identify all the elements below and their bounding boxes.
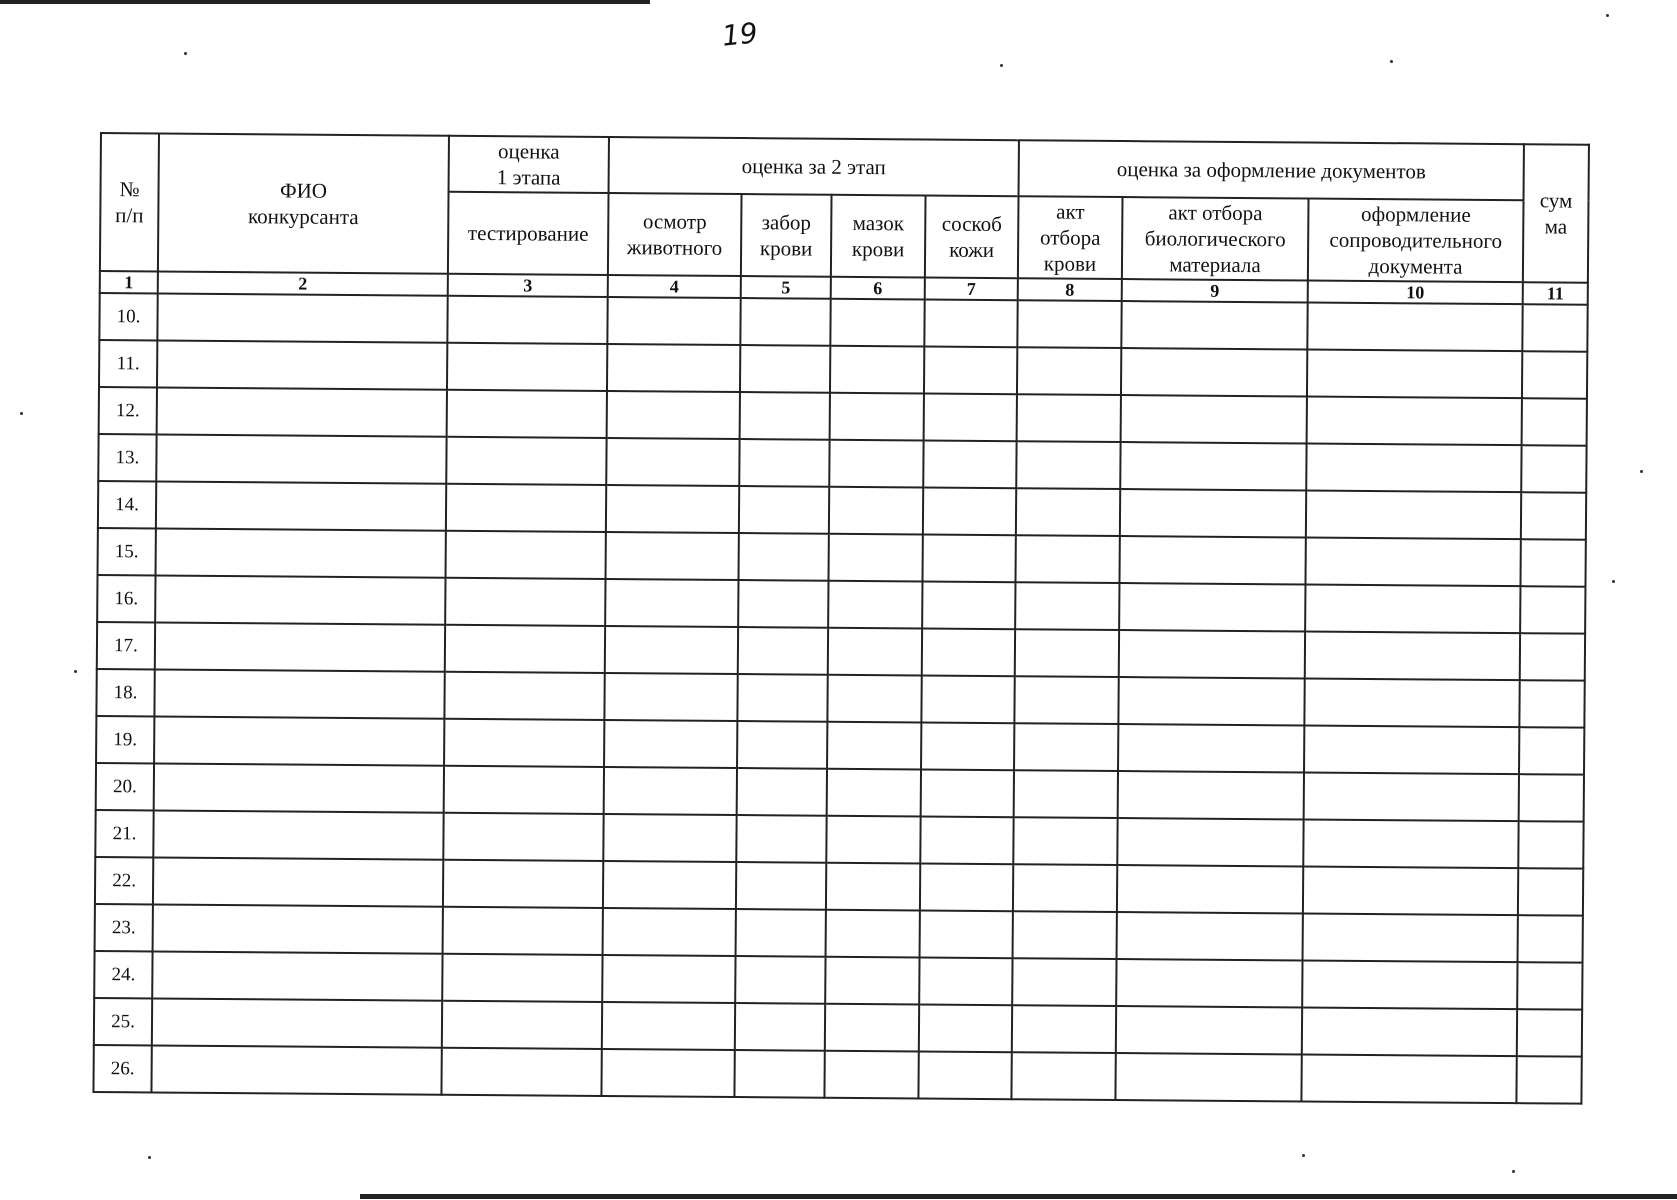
- score-cell[interactable]: [1307, 302, 1522, 351]
- score-cell[interactable]: [920, 910, 1013, 958]
- score-cell[interactable]: [740, 392, 830, 440]
- score-cell[interactable]: [827, 722, 921, 770]
- score-cell[interactable]: [1303, 819, 1518, 868]
- score-cell[interactable]: [444, 719, 604, 767]
- score-cell[interactable]: [442, 954, 602, 1002]
- score-cell[interactable]: [1521, 539, 1586, 587]
- score-cell[interactable]: [920, 816, 1013, 864]
- score-cell[interactable]: [603, 861, 736, 909]
- score-cell[interactable]: [921, 722, 1014, 770]
- score-cell[interactable]: [607, 297, 740, 345]
- score-cell[interactable]: [1520, 633, 1585, 681]
- score-cell[interactable]: [736, 815, 826, 863]
- score-cell[interactable]: [1519, 727, 1584, 775]
- row-number: 12.: [99, 387, 157, 434]
- score-cell[interactable]: [919, 1004, 1012, 1052]
- header-act-bio: акт отбора биологического материала: [1122, 197, 1309, 280]
- score-cell[interactable]: [1119, 630, 1305, 678]
- score-cell[interactable]: [920, 863, 1013, 911]
- score-cell[interactable]: [825, 1004, 919, 1052]
- score-cell[interactable]: [828, 628, 922, 676]
- scan-speck: [74, 670, 77, 673]
- row-number: 10.: [99, 293, 157, 340]
- score-cell[interactable]: [1304, 678, 1519, 727]
- score-cell[interactable]: [1306, 490, 1521, 539]
- scan-speck: [20, 412, 23, 415]
- score-cell[interactable]: [1121, 301, 1307, 349]
- score-cell[interactable]: [921, 769, 1014, 817]
- score-cell[interactable]: [1518, 868, 1583, 916]
- score-cell[interactable]: [830, 299, 924, 347]
- scan-speck: [184, 52, 187, 55]
- score-cell[interactable]: [824, 1051, 918, 1099]
- row-number: 14.: [98, 481, 156, 528]
- score-cell[interactable]: [605, 579, 738, 627]
- score-cell[interactable]: [1303, 866, 1518, 915]
- score-cell[interactable]: [1017, 347, 1121, 395]
- score-cell[interactable]: [1301, 1054, 1516, 1103]
- score-cell[interactable]: [1013, 817, 1117, 865]
- scan-speck: [1512, 1170, 1515, 1173]
- row-number: 11.: [99, 340, 157, 387]
- header-blood-smear: мазок крови: [831, 195, 926, 278]
- score-cell[interactable]: [154, 669, 444, 718]
- row-number: 17.: [97, 622, 155, 669]
- score-cell[interactable]: [153, 904, 443, 953]
- header-docs-group: оценка за оформление документов: [1019, 140, 1524, 200]
- row-number: 21.: [95, 810, 153, 857]
- header-stage2-group: оценка за 2 этап: [609, 137, 1019, 196]
- score-cell[interactable]: [921, 675, 1014, 723]
- page-number: 19: [720, 16, 760, 53]
- score-cell[interactable]: [606, 485, 739, 533]
- score-cell[interactable]: [735, 1003, 825, 1051]
- score-cell[interactable]: [739, 486, 829, 534]
- score-cell[interactable]: [156, 481, 446, 530]
- score-cell[interactable]: [1012, 958, 1116, 1006]
- column-number: 8: [1018, 278, 1122, 301]
- score-cell[interactable]: [1306, 443, 1521, 492]
- score-cell[interactable]: [735, 956, 825, 1004]
- score-cell[interactable]: [1520, 586, 1585, 634]
- score-cell[interactable]: [1305, 584, 1520, 633]
- row-number: 13.: [98, 434, 156, 481]
- score-cell[interactable]: [156, 434, 446, 483]
- score-cell[interactable]: [918, 1051, 1011, 1099]
- score-cell[interactable]: [607, 391, 740, 439]
- score-cell[interactable]: [156, 528, 446, 577]
- row-number: 18.: [96, 669, 154, 716]
- score-cell[interactable]: [1519, 774, 1584, 822]
- score-cell[interactable]: [825, 957, 919, 1005]
- score-cell[interactable]: [442, 1001, 602, 1049]
- scan-speck: [148, 1156, 151, 1159]
- score-cell[interactable]: [828, 534, 922, 582]
- column-number: 6: [831, 277, 925, 300]
- column-number: 9: [1122, 279, 1308, 302]
- score-cell[interactable]: [923, 487, 1016, 535]
- score-cell[interactable]: [1117, 912, 1303, 960]
- column-number: 1: [100, 271, 158, 293]
- score-cell[interactable]: [153, 857, 443, 906]
- header-blood-draw: забор крови: [741, 194, 832, 277]
- scan-edge-bottom: [360, 1194, 1677, 1199]
- score-cell[interactable]: [444, 672, 604, 720]
- score-cell[interactable]: [1117, 818, 1303, 866]
- score-cell[interactable]: [736, 862, 826, 910]
- score-cell[interactable]: [830, 346, 924, 394]
- score-cell[interactable]: [922, 581, 1015, 629]
- scan-speck: [1000, 64, 1003, 67]
- score-cell[interactable]: [1303, 913, 1518, 962]
- score-cell[interactable]: [827, 675, 921, 723]
- score-cell[interactable]: [830, 393, 924, 441]
- score-cell[interactable]: [1118, 771, 1304, 819]
- score-cell[interactable]: [154, 716, 444, 765]
- score-cell[interactable]: [1120, 489, 1306, 537]
- score-cell[interactable]: [1306, 537, 1521, 586]
- column-number: 4: [608, 275, 741, 298]
- score-cell[interactable]: [1013, 864, 1117, 912]
- scan-speck: [1606, 14, 1609, 17]
- score-cell[interactable]: [604, 720, 737, 768]
- score-cell[interactable]: [924, 299, 1017, 347]
- score-cell[interactable]: [922, 628, 1015, 676]
- column-number: 2: [158, 271, 448, 295]
- score-cell[interactable]: [1522, 304, 1587, 352]
- score-cell[interactable]: [1017, 300, 1121, 348]
- score-cell[interactable]: [447, 296, 607, 344]
- score-cell[interactable]: [740, 298, 830, 346]
- score-cell[interactable]: [1516, 1056, 1581, 1104]
- column-number: 11: [1523, 282, 1588, 305]
- score-cell[interactable]: [739, 439, 829, 487]
- score-cell[interactable]: [603, 814, 736, 862]
- score-cell[interactable]: [739, 533, 829, 581]
- row-number: 22.: [95, 857, 153, 904]
- score-cell[interactable]: [602, 955, 735, 1003]
- score-cell[interactable]: [1011, 1052, 1115, 1100]
- score-cell[interactable]: [1307, 396, 1522, 445]
- header-skin-scraping: соскоб кожи: [925, 195, 1019, 278]
- header-sum: сум ма: [1523, 144, 1589, 283]
- score-cell[interactable]: [605, 626, 738, 674]
- row-number: 19.: [96, 716, 154, 763]
- score-cell[interactable]: [1521, 445, 1586, 493]
- score-cell[interactable]: [829, 440, 923, 488]
- score-cell[interactable]: [604, 767, 737, 815]
- score-cell[interactable]: [157, 387, 447, 436]
- header-exam-animal: осмотр животного: [608, 193, 742, 276]
- score-cell[interactable]: [1012, 1005, 1116, 1053]
- score-cell[interactable]: [828, 581, 922, 629]
- row-number: 26.: [93, 1045, 151, 1092]
- score-cell[interactable]: [923, 440, 1016, 488]
- column-number: 3: [448, 274, 608, 297]
- header-fio: ФИО конкурсанта: [158, 133, 449, 273]
- column-number: 7: [925, 277, 1018, 300]
- score-form: [92, 132, 1590, 1105]
- row-number: 23.: [95, 904, 153, 951]
- score-cell[interactable]: [1517, 962, 1582, 1010]
- score-cell[interactable]: [924, 346, 1017, 394]
- score-cell[interactable]: [444, 766, 604, 814]
- score-cell[interactable]: [1014, 676, 1118, 724]
- score-cell[interactable]: [1517, 1009, 1582, 1057]
- score-cell[interactable]: [155, 622, 445, 671]
- score-cell[interactable]: [1304, 725, 1519, 774]
- score-cell[interactable]: [827, 769, 921, 817]
- row-number: 25.: [94, 998, 152, 1045]
- score-cell[interactable]: [447, 343, 607, 391]
- score-cell[interactable]: [447, 390, 607, 438]
- scan-speck: [1390, 60, 1393, 63]
- score-cell[interactable]: [826, 816, 920, 864]
- score-cell[interactable]: [602, 1002, 735, 1050]
- header-act-blood: акт отбора крови: [1018, 196, 1123, 279]
- score-cell[interactable]: [446, 484, 606, 532]
- score-cell[interactable]: [154, 763, 444, 812]
- score-cell[interactable]: [441, 1048, 601, 1096]
- score-cell[interactable]: [737, 768, 827, 816]
- score-cell[interactable]: [446, 437, 606, 485]
- scan-speck: [1302, 1154, 1305, 1157]
- score-cell[interactable]: [738, 580, 828, 628]
- score-cell[interactable]: [606, 438, 739, 486]
- score-cell[interactable]: [1016, 441, 1120, 489]
- score-cell[interactable]: [737, 674, 827, 722]
- score-cell[interactable]: [1015, 629, 1119, 677]
- scan-speck: [1612, 580, 1615, 583]
- score-cell[interactable]: [446, 531, 606, 579]
- score-cell[interactable]: [1119, 583, 1305, 631]
- row-number: 15.: [98, 528, 156, 575]
- score-cell[interactable]: [1521, 492, 1586, 540]
- score-cell[interactable]: [1519, 680, 1584, 728]
- column-number: 5: [741, 276, 831, 299]
- score-cell[interactable]: [737, 721, 827, 769]
- score-cell[interactable]: [443, 813, 603, 861]
- column-number: 10: [1308, 280, 1523, 304]
- table-body: [93, 293, 1587, 1104]
- score-cell[interactable]: [153, 810, 443, 859]
- header-stage1-group: оценка 1 этапа: [449, 136, 609, 193]
- score-cell[interactable]: [829, 487, 923, 535]
- score-cell[interactable]: [1013, 911, 1117, 959]
- score-cell[interactable]: [1016, 535, 1120, 583]
- score-cell[interactable]: [151, 1045, 441, 1094]
- header-row-no: № п/п: [100, 133, 159, 271]
- score-cell[interactable]: [155, 575, 445, 624]
- row-number: 20.: [96, 763, 154, 810]
- score-cell[interactable]: [1522, 398, 1587, 446]
- score-cell[interactable]: [157, 293, 447, 342]
- score-cell[interactable]: [924, 393, 1017, 441]
- score-cell[interactable]: [1302, 1007, 1517, 1056]
- score-cell[interactable]: [740, 345, 830, 393]
- score-cell[interactable]: [1302, 960, 1517, 1009]
- row-number: 16.: [97, 575, 155, 622]
- score-cell[interactable]: [738, 627, 828, 675]
- score-cell[interactable]: [1116, 1006, 1302, 1054]
- score-cell[interactable]: [1522, 351, 1587, 399]
- score-cell[interactable]: [1014, 723, 1118, 771]
- score-cell[interactable]: [445, 578, 605, 626]
- score-cell[interactable]: [826, 910, 920, 958]
- score-cell[interactable]: [607, 344, 740, 392]
- score-cell[interactable]: [1016, 488, 1120, 536]
- score-cell[interactable]: [1120, 536, 1306, 584]
- score-cell[interactable]: [734, 1050, 824, 1098]
- score-cell[interactable]: [1307, 349, 1522, 398]
- scan-speck: [1640, 470, 1643, 473]
- score-cell[interactable]: [1121, 348, 1307, 396]
- score-cell[interactable]: [1117, 865, 1303, 913]
- score-cell[interactable]: [1305, 631, 1520, 680]
- score-cell[interactable]: [736, 909, 826, 957]
- score-cell[interactable]: [1120, 442, 1306, 490]
- score-cell[interactable]: [157, 340, 447, 389]
- score-cell[interactable]: [1116, 959, 1302, 1007]
- score-cell[interactable]: [922, 534, 1015, 582]
- score-cell[interactable]: [1017, 394, 1121, 442]
- score-cell[interactable]: [1118, 677, 1304, 725]
- score-cell[interactable]: [919, 957, 1012, 1005]
- score-cell[interactable]: [1014, 770, 1118, 818]
- score-cell[interactable]: [606, 532, 739, 580]
- score-cell[interactable]: [1015, 582, 1119, 630]
- score-cell[interactable]: [601, 1049, 734, 1097]
- header-accomp-doc: оформление сопроводительного документа: [1308, 198, 1524, 282]
- score-cell[interactable]: [1518, 915, 1583, 963]
- score-cell[interactable]: [152, 951, 442, 1000]
- score-table: [92, 132, 1590, 1105]
- score-cell[interactable]: [445, 625, 605, 673]
- score-cell[interactable]: [1304, 772, 1519, 821]
- score-cell[interactable]: [443, 907, 603, 955]
- scan-edge-top: [0, 0, 650, 4]
- score-cell[interactable]: [826, 863, 920, 911]
- score-cell[interactable]: [1118, 724, 1304, 772]
- row-number: 24.: [94, 951, 152, 998]
- score-cell[interactable]: [1115, 1053, 1301, 1101]
- score-cell[interactable]: [152, 998, 442, 1047]
- score-cell[interactable]: [1121, 395, 1307, 443]
- score-cell[interactable]: [1518, 821, 1583, 869]
- score-cell[interactable]: [604, 673, 737, 721]
- header-testing: тестирование: [448, 192, 609, 275]
- score-cell[interactable]: [443, 860, 603, 908]
- score-cell[interactable]: [603, 908, 736, 956]
